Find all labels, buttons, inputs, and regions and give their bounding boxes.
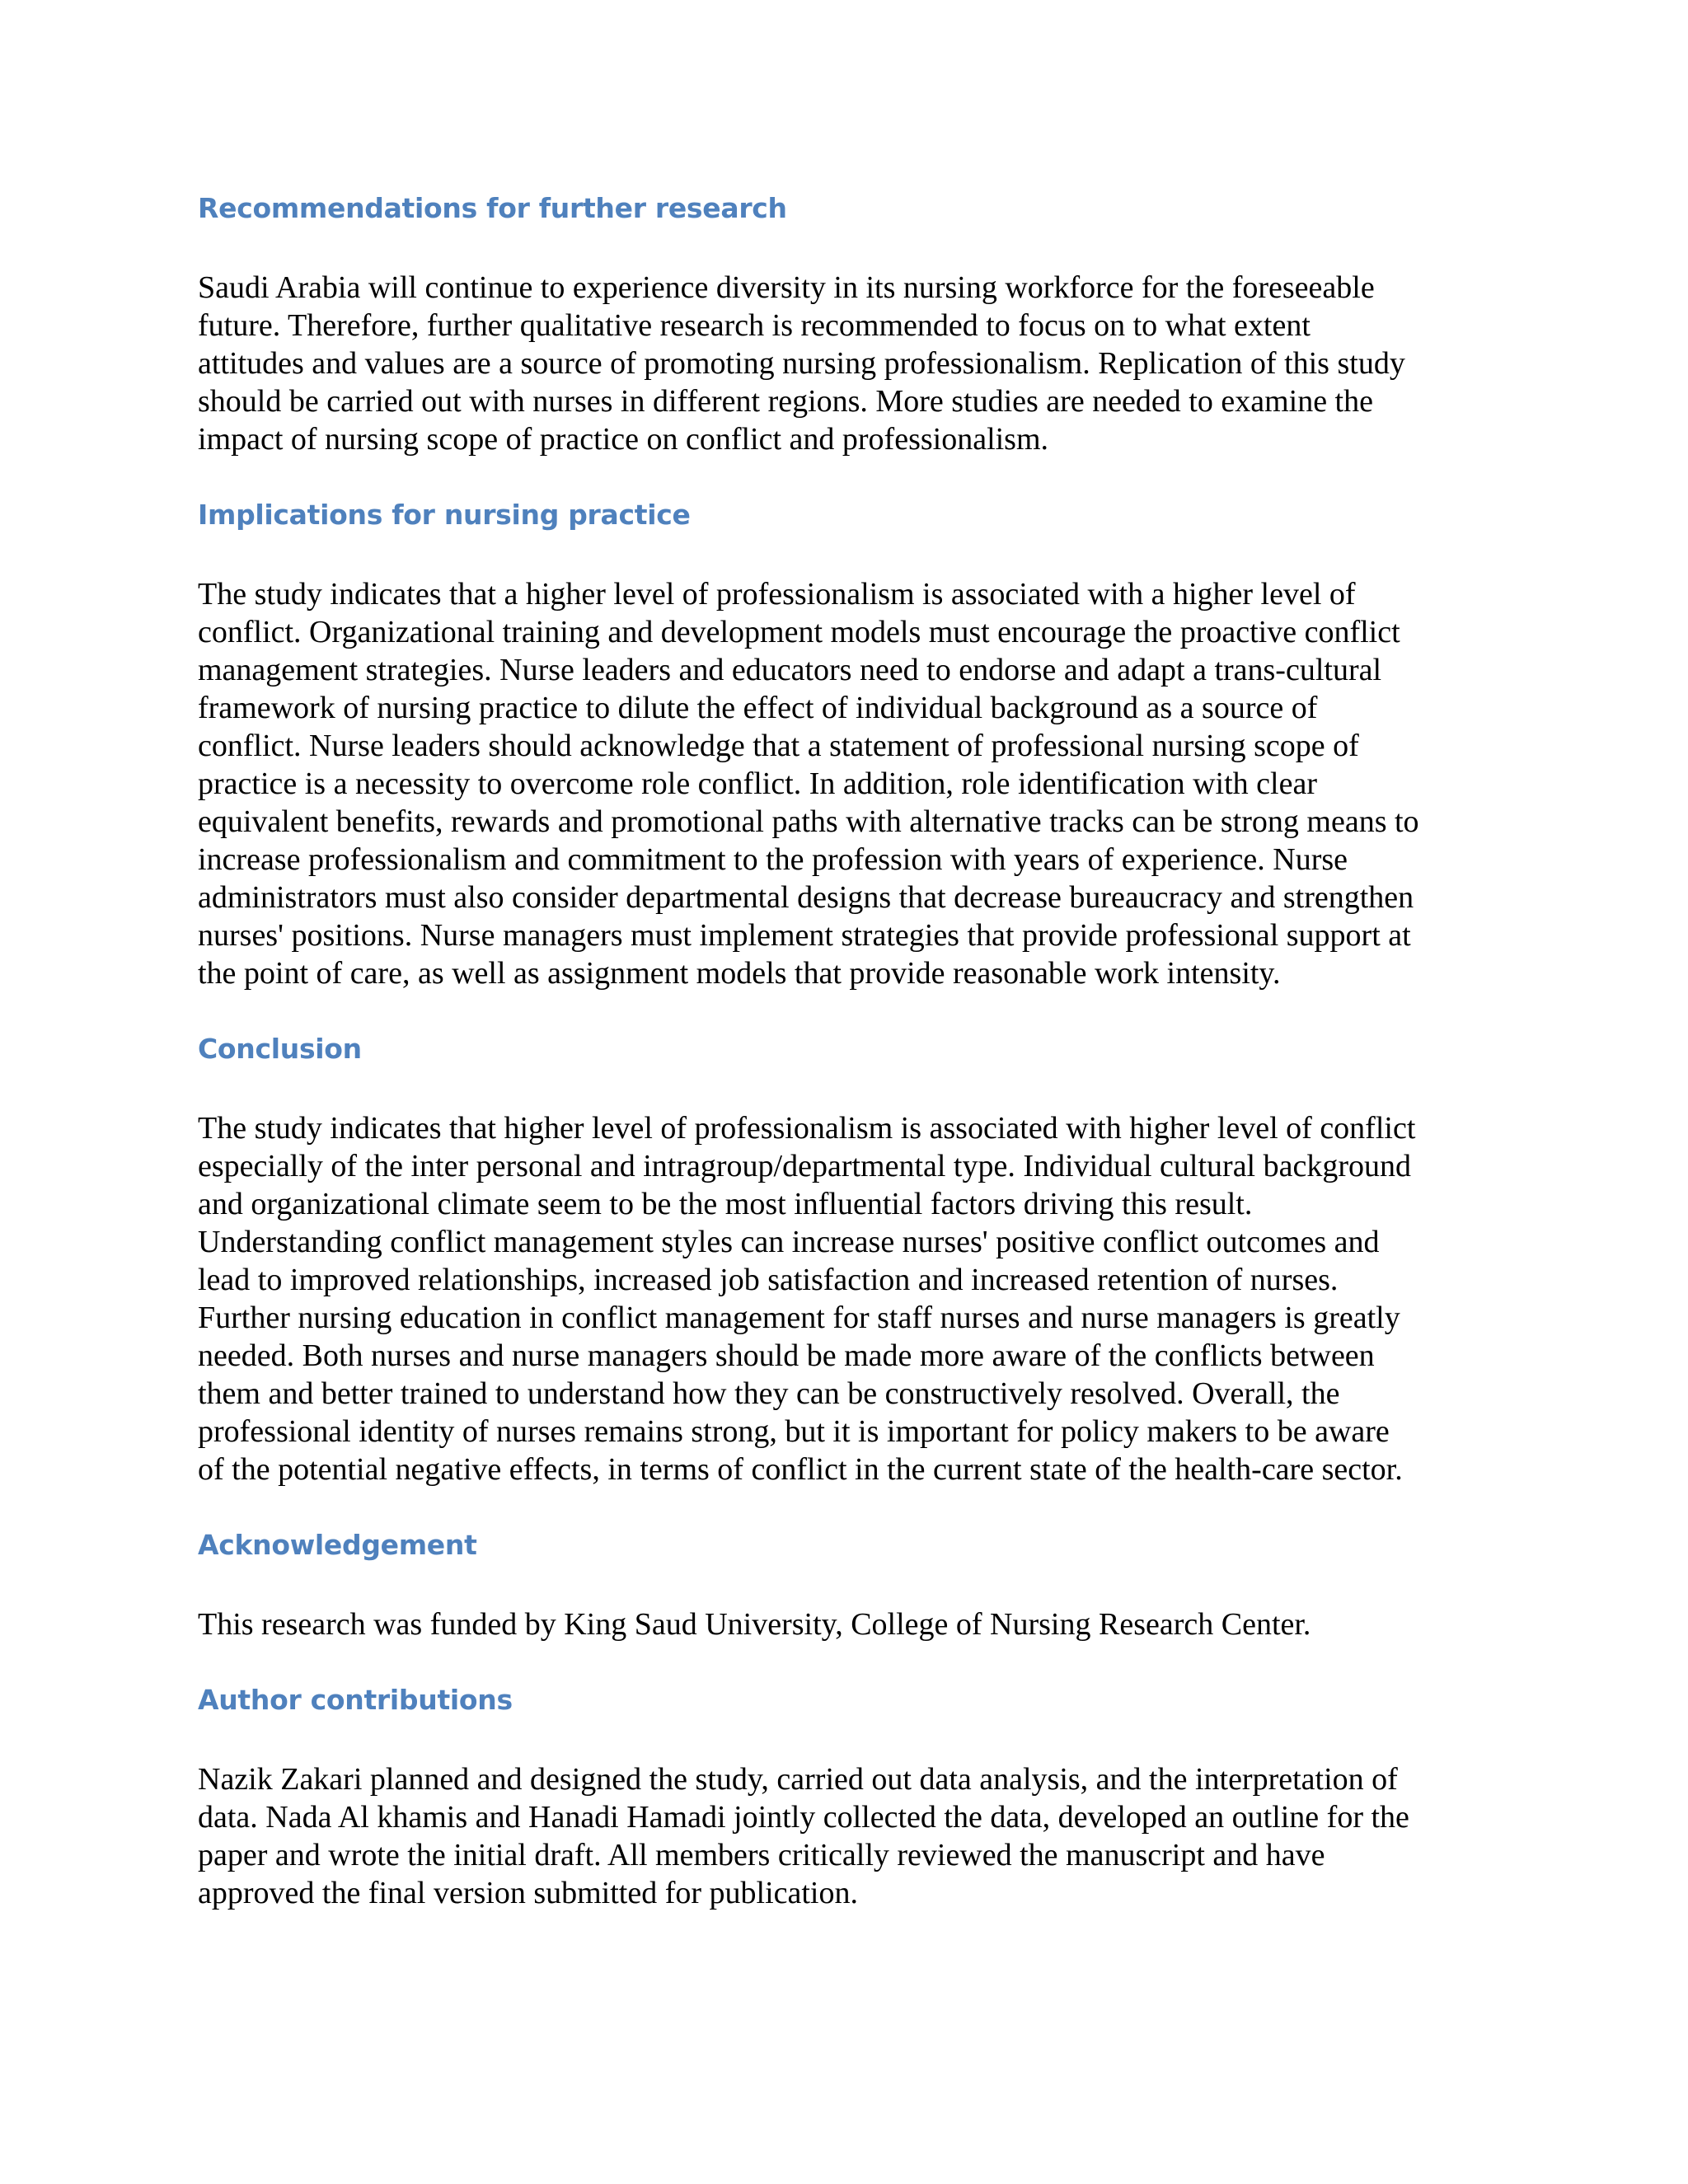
text-line: management strategies. Nurse leaders and educators need to endorse and adapt a trans-cultural: [198, 653, 1382, 687]
document-page: [198, 190, 1508, 1950]
section-recommendations: [198, 190, 1508, 458]
text-line: approved the final version submitted for publication.: [198, 1876, 858, 1910]
text-line: practice is a necessity to overcome role conflict. In addition, role identification with clear: [198, 766, 1317, 801]
text-line: This research was funded by King Saud University, College of Nursing Research Center.: [198, 1607, 1311, 1642]
text-line: paper and wrote the initial draft. All members critically reviewed the manuscript and have: [198, 1838, 1325, 1872]
text-line: conflict. Nurse leaders should acknowledge that a statement of professional nursing scope of: [198, 729, 1359, 763]
text-line: Saudi Arabia will continue to experience diversity in its nursing workforce for the foreseeable: [198, 270, 1375, 305]
text-line: needed. Both nurses and nurse managers should be made more aware of the conflicts between: [198, 1338, 1375, 1373]
text-line: administrators must also consider departmental designs that decrease bureaucracy and strengthen: [198, 880, 1414, 915]
text-line: conflict. Organizational training and development models must encourage the proactive conflict: [198, 615, 1400, 649]
text-line: The study indicates that a higher level of professionalism is associated with a higher level of: [198, 577, 1356, 612]
text-line: especially of the inter personal and intragroup/departmental type. Individual cultural background: [198, 1149, 1411, 1183]
text-line: lead to improved relationships, increased job satisfaction and increased retention of nurses.: [198, 1263, 1339, 1297]
paragraph-conclusion: [198, 1109, 1508, 1488]
text-line: nurses' positions. Nurse managers must implement strategies that provide professional support at: [198, 918, 1411, 953]
text-line: equivalent benefits, rewards and promotional paths with alternative tracks can be strong means to: [198, 804, 1419, 839]
text-line: Further nursing education in conflict management for staff nurses and nurse managers is greatly: [198, 1301, 1400, 1335]
paragraph-recommendations: [198, 269, 1508, 458]
heading-implications: Implications for nursing practice: [198, 499, 691, 531]
heading-acknowledgement: Acknowledgement: [198, 1529, 477, 1561]
text-line: framework of nursing practice to dilute the effect of individual background as a source of: [198, 691, 1318, 725]
text-line: the point of care, as well as assignment models that provide reasonable work intensity.: [198, 956, 1281, 991]
heading-conclusion: Conclusion: [198, 1033, 362, 1065]
paragraph-acknowledgement: [198, 1605, 1508, 1643]
text-line: Nazik Zakari planned and designed the study, carried out data analysis, and the interpretation of: [198, 1762, 1398, 1797]
paragraph-author-contributions: [198, 1760, 1508, 1912]
section-author-contributions: [198, 1681, 1508, 1912]
text-line: future. Therefore, further qualitative research is recommended to focus on to what extent: [198, 308, 1311, 343]
heading-author-contributions: Author contributions: [198, 1684, 513, 1716]
heading-recommendations: Recommendations for further research: [198, 192, 787, 224]
text-line: increase professionalism and commitment to the profession with years of experience. Nurse: [198, 842, 1348, 877]
section-implications: [198, 496, 1508, 992]
section-conclusion: [198, 1030, 1508, 1488]
text-line: of the potential negative effects, in terms of conflict in the current state of the health-care sector.: [198, 1452, 1403, 1487]
text-line: impact of nursing scope of practice on conflict and professionalism.: [198, 422, 1049, 457]
text-line: The study indicates that higher level of professionalism is associated with higher level of conflict: [198, 1111, 1416, 1146]
text-line: and organizational climate seem to be the most influential factors driving this result.: [198, 1187, 1253, 1221]
text-line: Understanding conflict management styles can increase nurses' positive conflict outcomes and: [198, 1225, 1380, 1259]
paragraph-implications: [198, 575, 1508, 992]
section-acknowledgement: [198, 1526, 1508, 1643]
text-line: should be carried out with nurses in different regions. More studies are needed to examine the: [198, 384, 1373, 419]
text-line: professional identity of nurses remains strong, but it is important for policy makers to be aware: [198, 1414, 1390, 1449]
text-line: attitudes and values are a source of promoting nursing professionalism. Replication of this study: [198, 346, 1405, 381]
text-line: them and better trained to understand how they can be constructively resolved. Overall, the: [198, 1376, 1340, 1411]
text-line: data. Nada Al khamis and Hanadi Hamadi jointly collected the data, developed an outline for the: [198, 1800, 1409, 1835]
